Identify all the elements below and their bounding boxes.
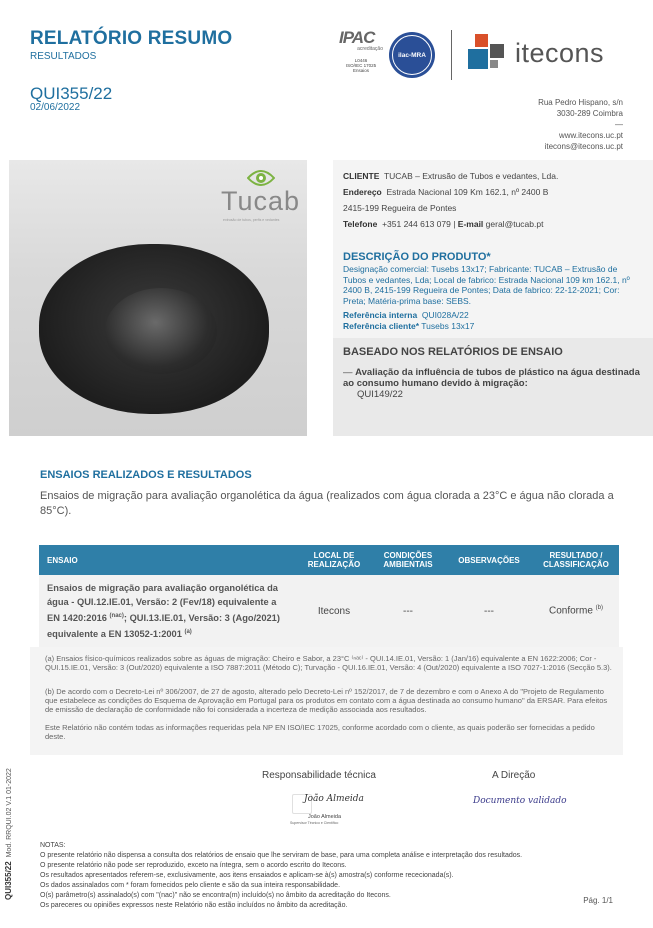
itecons-logo-text: itecons — [515, 38, 605, 68]
product-heading: DESCRIÇÃO DO PRODUTO* — [343, 251, 491, 263]
internal-ref-value: QUI028A/22 — [421, 310, 469, 320]
based-on-dash: — — [343, 367, 353, 378]
note-a: (a) Ensaios físico-químicos realizados sobre as águas de migração: Cheiro e Sabor, a 23°C ⁽ⁿᵃᶜ⁾ - QUI.14.IE.01, Versão: 1 (Jan/16) equivalente a EN 1622:2006; Cor - QUI.15.IE.01, Versão: 3 (Out/2020) equivalente a ISO 7887:2011 (Método C); Turvação - QUI.16.IE.01, Versão: 4 (Out/2020) equivalente a ISO 7027-1:2016 (Secção 5.3). — [45, 654, 612, 672]
footer-note-1: O presente relatório não dispensa a consulta dos relatórios de ensaio que lhe serviram de base, para uma completa análise e interpretação dos resultados. — [40, 852, 523, 859]
ilac-mra-text: ilac-MRA — [398, 51, 426, 59]
test-desc-part1: Ensaios de migração para avaliação organolética da água - QUI.12.IE.01, Versão: 2 (Fev/18) equivalente a EN 1420:2016 — [47, 583, 278, 624]
note-b: (b) De acordo com o Decreto-Lei nº 306/2007, de 27 de agosto, alterado pelo Decreto-Lei nº 152/2017, de 7 de dezembro e com o Anexo A do "Projeto de Regulamento que estabelece as condições do Esquema de Aprovação em Portugal para os produtos em contato com a água destinada ao consumo humano" da ERSAR. Para efeitos de emissão de declaração de conformidade não foi considerada a incerteza de medição associada aos resultados. — [45, 687, 608, 714]
test-desc-part2: ; QUI.13.IE.01, Versão: 3 (Ago/2021) equivalente a EN 13052-1:2001 — [47, 613, 280, 640]
tucab-logo-text: Tucab — [221, 186, 301, 216]
test-desc-sup1: (nac) — [109, 613, 124, 619]
test-description — [39, 575, 297, 647]
test-desc-sup2: (a) — [184, 629, 192, 636]
based-on-item — [343, 367, 643, 400]
email-value: geral@tucab.pt — [485, 219, 544, 229]
report-reference: QUI355/22 — [30, 84, 113, 103]
phone-label: Telefone — [343, 219, 378, 229]
client-reference — [343, 321, 474, 332]
test-conditions: --- — [371, 575, 445, 647]
address-street: Rua Pedro Hispano, s/n — [538, 98, 623, 107]
tucab-logo-tagline: extrusão de tubos, perfis e vedantes — [223, 218, 280, 222]
email-label: E-mail — [457, 219, 484, 229]
vertical-report-ref: QUI355/22 — [4, 861, 13, 900]
based-on-item-title: Avaliação da influência de tubos de plástico na água destinada ao consumo humano devido à migração: — [343, 367, 640, 389]
internal-reference — [343, 310, 469, 321]
product-description: Designação comercial: Tusebs 13x17; Fabricante: TUCAB – Extrusão de Tubos e vedantes, Lda; Local de fabrico: Estrada Nacional 109 km 162.1, nº 2400 B, 2415-199 Regueira de Pontes; Data de fabrico: 22-12-2021; Cor: Preta; Matéria-prima base: SEBS. — [343, 264, 630, 306]
table-notes — [30, 647, 623, 755]
ipac-standard: ISO/IEC 17025 — [345, 63, 377, 68]
address-website: www.itecons.uc.pt — [558, 131, 623, 140]
tube-hole — [105, 288, 217, 374]
itecons-logo — [465, 34, 625, 78]
test-result-sup: (b) — [595, 605, 604, 612]
page-number: Pág. 1/1 — [583, 896, 613, 905]
address-dash: — — [615, 120, 623, 129]
signatory-role: Supervisor Técnico e Científico — [290, 821, 339, 825]
tests-intro: Ensaios de migração para avaliação organolética da água (realizados com água clorada a 23°C e água não clorada a 85°C). — [40, 490, 614, 517]
vertical-document-id — [4, 768, 13, 900]
vertical-model-ref: Mod. RRQUI.02 V.1 01-2022 — [6, 768, 13, 858]
address-email: itecons@itecons.uc.pt — [544, 142, 623, 151]
logo-divider — [451, 30, 452, 80]
based-on-heading: BASEADO NOS RELATÓRIOS DE ENSAIO — [343, 346, 563, 358]
col-header-observations: OBSERVAÇÕES — [445, 545, 533, 575]
client-info — [343, 168, 643, 232]
footer-note-5: O(s) parâmetro(s) assinalado(s) com "(nac)" não se encontra(m) incluído(s) no âmbito da acreditação do Itecons. — [40, 892, 391, 899]
footer-notes — [40, 841, 522, 911]
note-c: Este Relatório não contém todas as informações requeridas pela NP EN ISO/IEC 17025, conforme acordado com o cliente, as quais poderão ser fornecidas a pedido deste. — [45, 723, 595, 741]
col-header-test: ENSAIO — [39, 545, 297, 575]
client-value: TUCAB – Extrusão de Tubos e vedantes, Lda. — [383, 171, 559, 181]
test-observations: --- — [445, 575, 533, 647]
address-value-line1: Estrada Nacional 109 Km 162.1, nº 2400 B — [386, 187, 549, 197]
technical-signature — [290, 792, 380, 832]
product-photo — [9, 160, 307, 436]
footer-note-6: Os pareceres ou opiniões expressos neste Relatório não estão incluídos no âmbito da acreditação. — [40, 902, 348, 909]
report-date: 02/06/2022 — [30, 102, 81, 113]
client-label: CLIENTE — [343, 171, 380, 181]
address-value-line2: 2415-199 Regueira de Pontes — [343, 203, 457, 213]
ipac-logo-text: IPAC — [339, 28, 375, 47]
col-header-conditions: CONDIÇÕES AMBIENTAIS — [371, 545, 445, 575]
col-header-location: LOCAL DE REALIZAÇÃO — [297, 545, 371, 575]
footer-note-3: Os resultados apresentados referem-se, exclusivamente, aos itens ensaiados e aplicam-se à(s) amostra(s) conforme rececionada(s). — [40, 872, 454, 879]
signatory-name: João Almeida — [308, 814, 342, 820]
report-title: RELATÓRIO RESUMO — [30, 28, 233, 49]
col-header-result: RESULTADO / CLASSIFICAÇÃO — [533, 545, 619, 575]
table-row — [39, 575, 619, 647]
client-ref-label: Referência cliente* — [343, 321, 420, 331]
technical-responsibility-label: Responsabilidade técnica — [262, 770, 376, 781]
address-label: Endereço — [343, 187, 382, 197]
internal-ref-label: Referência interna — [343, 310, 418, 320]
contact-separator: | — [450, 219, 458, 229]
itecons-logo-mark — [465, 34, 509, 78]
results-table — [39, 545, 619, 647]
based-on-panel — [333, 338, 653, 436]
footer-notes-heading: NOTAS: — [40, 842, 66, 849]
client-panel — [333, 160, 653, 338]
signature-handwriting: João Almeida — [304, 794, 364, 804]
test-result — [533, 575, 619, 647]
tests-heading: ENSAIOS REALIZADOS E RESULTADOS — [40, 469, 252, 481]
test-result-value: Conforme — [548, 605, 593, 617]
footer-note-2: O presente relatório não pode ser reproduzido, exceto na íntegra, sem o acordo escrito do Itecons. — [40, 862, 347, 869]
direction-signature: Documento validado — [473, 796, 567, 806]
based-on-item-ref: QUI149/22 — [357, 389, 403, 400]
ipac-logo — [339, 28, 383, 80]
itecons-address — [538, 97, 623, 152]
tucab-logo — [219, 166, 304, 226]
ilac-mra-logo — [389, 32, 435, 78]
test-location: Itecons — [297, 575, 371, 647]
report-subtitle: RESULTADOS — [30, 51, 97, 62]
ipac-scope: Ensaios — [352, 68, 369, 73]
ipac-logo-sub: acreditação — [357, 46, 383, 52]
ipac-accreditation — [339, 58, 383, 73]
footer-note-4: Os dados assinalados com * foram fornecidos pelo cliente e são da sua inteira responsabilidade. — [40, 882, 341, 889]
ipac-code: L0446 — [354, 58, 368, 63]
client-ref-value: Tusebs 13x17 — [421, 321, 475, 331]
direction-label: A Direção — [492, 770, 536, 781]
phone-value: +351 244 613 079 — [382, 219, 451, 229]
address-city: 3030-289 Coimbra — [556, 109, 623, 118]
results-header-row — [39, 545, 619, 575]
